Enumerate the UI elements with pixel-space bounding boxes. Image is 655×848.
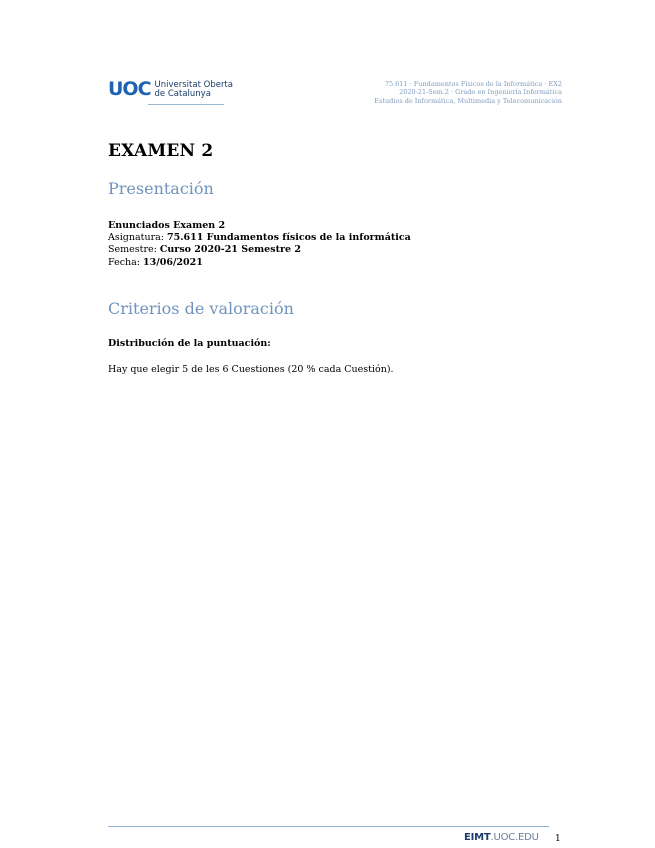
- logo-mark: UOC: [108, 78, 151, 100]
- footer-brand-rest: .UOC.EDU: [490, 832, 539, 843]
- course-header-line-3: Estudios de Informática, Multimedia y Telecomunicación: [374, 96, 562, 105]
- course-header-line-2: 2020-21-Sem.2 · Grado en Ingeniería Informática: [399, 88, 562, 97]
- uoc-logo: [108, 80, 233, 99]
- page-number: 1: [555, 834, 561, 844]
- semestre-label: Semestre:: [108, 244, 160, 256]
- fecha-row: [108, 257, 411, 269]
- exam-name: Enunciados Examen 2: [108, 220, 226, 231]
- footer-brand: [464, 832, 539, 843]
- footer-divider: [108, 826, 549, 827]
- asignatura-value: 75.611 Fundamentos físicos de la informática: [167, 232, 411, 244]
- section-heading-presentacion: Presentación: [108, 179, 214, 198]
- semestre-value: Curso 2020-21 Semestre 2: [159, 244, 301, 256]
- course-header: [374, 80, 562, 105]
- section-heading-criterios: Criterios de valoración: [108, 299, 294, 318]
- puntuacion-subheading: Distribución de la puntuación:: [108, 338, 271, 349]
- fecha-label: Fecha:: [108, 256, 144, 268]
- page-title: EXAMEN 2: [108, 141, 214, 161]
- asignatura-label: Asignatura:: [108, 232, 167, 244]
- logo-line-1: Universitat Oberta: [154, 79, 233, 90]
- footer-brand-strong: EIMT: [464, 832, 491, 843]
- course-header-line-1: 75.611 · Fundamentos Físicos de la Informática · EX2: [384, 80, 562, 88]
- semestre-row: [108, 244, 411, 256]
- asignatura-row: [108, 232, 411, 244]
- logo-line-2: de Catalunya: [154, 88, 211, 99]
- logo-text: [155, 81, 233, 99]
- fecha-value: 13/06/2021: [143, 256, 203, 268]
- puntuacion-text: Hay que elegir 5 de les 6 Cuestiones (20 % cada Cuestión).: [108, 364, 394, 375]
- exam-info: [108, 220, 411, 269]
- logo-underline: [148, 104, 224, 105]
